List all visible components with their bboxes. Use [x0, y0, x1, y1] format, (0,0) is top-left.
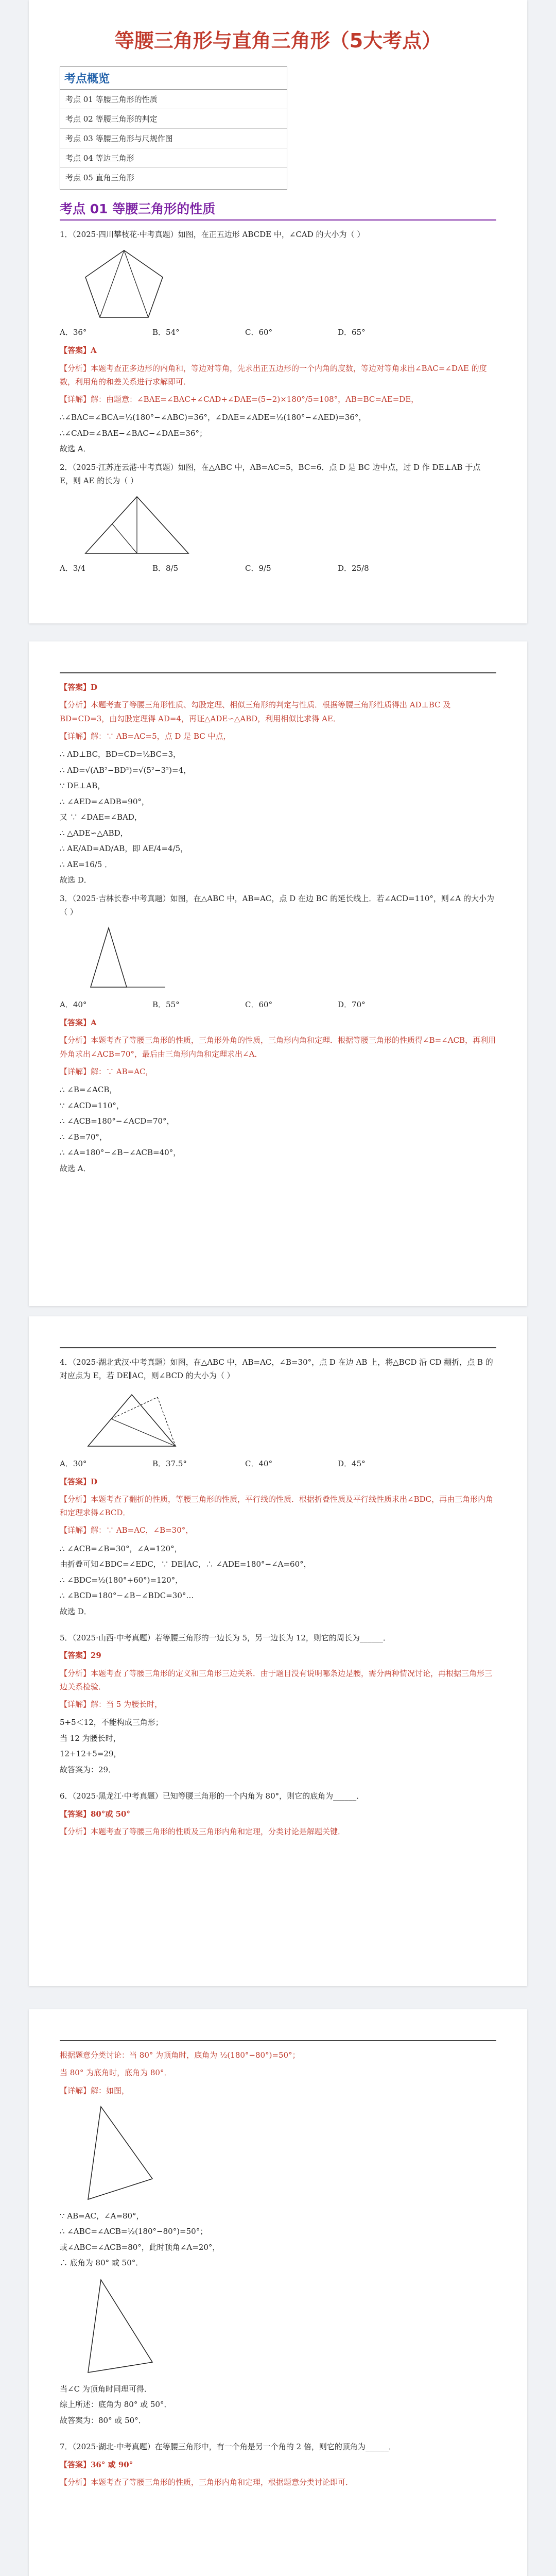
- solution-line: ∴ AE/AD=AD/AB，即 AE/4=4/5，: [60, 844, 188, 853]
- choice-b: B．8/5: [152, 564, 179, 573]
- analysis-text: 【分析】本题考查了等腰三角形性质、勾股定理、相似三角形的判定与性质．根据等腰三角形性质得出 AD⊥BC 及 BD=CD=3，由勾股定理得 AD=4，再证△ADE∽△ABD，利用相似比求得 AE．: [60, 700, 451, 723]
- solution-text: 【详解】解：∵ AB=AC=5，点 D 是 BC 中点，: [60, 731, 231, 741]
- answer-label: 【答案】36° 或 90°: [60, 2460, 133, 2469]
- question-stem: 1．（2025·四川攀枝花·中考真题）如图，在正五边形 ABCDE 中，∠CAD 的大小为（ ）: [60, 230, 365, 239]
- choice-d: D．45°: [338, 1459, 366, 1468]
- analysis-text: 【分析】本题考查正多边形的内角和，等边对等角，先求出正五边形的一个内角的度数，等边对等角求出∠BAC=∠DAE 的度数，利用角的和差关系进行求解即可．: [60, 363, 487, 386]
- choice-b: B．54°: [152, 328, 180, 337]
- solution-line: ∴ ∠AED=∠ADB=90°，: [60, 796, 149, 806]
- overview-item: 考点 03 等腰三角形与尺规作图: [60, 129, 287, 148]
- answer-choices: [60, 563, 496, 573]
- solution-line: ∴ ∠ABC=∠ACB=½(180°−80°)=50°；: [60, 2227, 208, 2236]
- choice-b: B．37.5°: [152, 1459, 187, 1468]
- analysis-text: 当 80° 为底角时，底角为 80°．: [60, 2068, 172, 2078]
- answer-choices: [60, 999, 496, 1010]
- choice-a: A．30°: [60, 1459, 87, 1468]
- answer-choices: [60, 327, 496, 337]
- analysis-text: 【分析】本题考查了等腰三角形的性质及三角形内角和定理，分类讨论是解题关键．: [60, 1826, 346, 1836]
- question-stem: 7．（2025·湖北·中考真题）在等腰三角形中，有一个角是另一个角的 2 倍，则它的顶角为______．: [60, 2442, 396, 2452]
- choice-c: C．9/5: [245, 564, 271, 573]
- analysis-text: 根据题意分类讨论：当 80° 为顶角时，底角为 ½(180°−80°)=50°；: [60, 2050, 300, 2060]
- analysis-text: 【分析】本题考查了翻折的性质，等腰三角形的性质，平行线的性质．根据折叠性质及平行线性质求出∠BDC，再由三角形内角和定理求得∠BCD．: [60, 1494, 494, 1517]
- solution-end: 故答案为：29．: [60, 1765, 116, 1774]
- document-page-3: [29, 1316, 527, 1986]
- page-divider: [60, 672, 496, 673]
- solution-text: 【详解】解：由题意：∠BAE=∠BAC+∠CAD+∠DAE=(5−2)×180°/5=108°，AB=BC=AE=DE，: [60, 395, 419, 404]
- analysis-text: 【分析】本题考查了等腰三角形的性质，三角形内角和定理，根据题意分类讨论即可．: [60, 2477, 354, 2487]
- choice-d: D．25/8: [338, 564, 369, 573]
- answer-label: 【答案】29: [60, 1651, 101, 1660]
- solution-line: 当∠C 为顶角时同理可得．: [60, 2384, 152, 2394]
- solution-line: 或∠ABC=∠ACB=80°，此时顶角∠A=20°，: [60, 2242, 220, 2252]
- topic-overview-box: [60, 66, 287, 190]
- document-title: 等腰三角形与直角三角形（5大考点）: [114, 29, 442, 52]
- solution-line: ∴ ∠BDC=½(180°+60°)=120°，: [60, 1575, 183, 1585]
- choice-d: D．65°: [338, 328, 366, 337]
- solution-line: ∴∠CAD=∠BAE−∠BAC−∠DAE=36°；: [60, 428, 207, 438]
- triangle-figure: [80, 2275, 163, 2378]
- choice-a: A．3/4: [60, 564, 85, 573]
- document-page-1: [29, 0, 527, 623]
- pentagon-figure: [80, 245, 168, 323]
- solution-line: ∴ AE=16/5 ．: [60, 859, 113, 869]
- solution-end: 故选 D．: [60, 875, 92, 885]
- solution-line: ∴ ∠B=70°，: [60, 1132, 108, 1142]
- question-stem: 6．（2025·黑龙江·中考真题）已知等腰三角形的一个内角为 80°，则它的底角为______．: [60, 1791, 364, 1801]
- solution-line: ∴ ∠ACB=∠B=30°，∠A=120°，: [60, 1544, 182, 1553]
- document-page-2: [29, 641, 527, 1306]
- solution-end: 故选 A．: [60, 1163, 91, 1173]
- answer-choices: [60, 1458, 496, 1469]
- fold-figure: [80, 1387, 183, 1454]
- choice-a: A．36°: [60, 328, 87, 337]
- overview-item: 考点 02 等腰三角形的判定: [60, 109, 287, 129]
- question-stem: 2．（2025·江苏连云港·中考真题）如图，在△ABC 中，AB=AC=5，BC=6．点 D 是 BC 边中点，过 D 作 DE⊥AB 于点 E，则 AE 的长为（ ）: [60, 462, 481, 485]
- question-stem: 3．（2025·吉林长春·中考真题）如图，在△ABC 中，AB=AC，点 D 在边 BC 的延长线上．若∠ACD=110°，则∠A 的大小为（ ）: [60, 893, 495, 917]
- choice-c: C．60°: [245, 1000, 273, 1009]
- overview-heading: 考点概览: [60, 70, 287, 90]
- solution-line: 又 ∵ ∠DAE=∠BAD，: [60, 812, 142, 822]
- document-page-4: [29, 2009, 527, 2576]
- solution-line: ∴∠BAC=∠BCA=½(180°−∠ABC)=36°，∠DAE=∠ADE=½(180°−∠AED)=36°，: [60, 413, 367, 422]
- choice-d: D．70°: [338, 1000, 366, 1009]
- analysis-text: 【分析】本题考查了等腰三角形的定义和三角形三边关系．由于题目没有说明哪条边是腰，需分两种情况讨论，再根据三角形三边关系检验．: [60, 1668, 493, 1691]
- question-stem: 5．（2025·山西·中考真题）若等腰三角形的一边长为 5，另一边长为 12，则它的周长为______．: [60, 1633, 391, 1642]
- analysis-text: 【分析】本题考查了等腰三角形的性质，三角形外角的性质，三角形内角和定理．根据等腰三角形的性质得∠B=∠ACB，再利用外角求出∠ACB=70°，最后由三角形内角和定理求出∠A．: [60, 1036, 496, 1059]
- choice-c: C．40°: [245, 1459, 273, 1468]
- answer-label: 【答案】80°或 50°: [60, 1809, 130, 1819]
- solution-line: ∴ ∠BCD=180°−∠B−∠BDC=30°…: [60, 1591, 194, 1600]
- page-divider: [60, 2040, 496, 2041]
- answer-label: 【答案】D: [60, 1477, 98, 1486]
- solution-end: 故答案为：80° 或 50°．: [60, 2415, 146, 2425]
- solution-line: ∴ △ADE∽△ABD，: [60, 828, 128, 838]
- solution-text: 【详解】解：如图，: [60, 2086, 130, 2095]
- choice-a: A．40°: [60, 1000, 87, 1009]
- solution-line: ∵ DE⊥AB，: [60, 781, 106, 790]
- answer-label: 【答案】A: [60, 346, 97, 355]
- triangle-figure: [80, 923, 173, 995]
- solution-line: ∴ ∠A=180°−∠B−∠ACB=40°，: [60, 1148, 181, 1157]
- solution-line: ∴ ∠ACB=180°−∠ACD=70°，: [60, 1116, 175, 1126]
- page-divider: [60, 1347, 496, 1348]
- solution-line: 当 12 为腰长时，: [60, 1733, 121, 1743]
- solution-text: 【详解】解：∵ AB=AC，∠B=30°，: [60, 1526, 194, 1535]
- solution-line: ∴ AD=√(AB²−BD²)=√(5²−3²)=4，: [60, 765, 192, 775]
- overview-item: 考点 05 直角三角形: [65, 173, 134, 182]
- question-stem: 4．（2025·湖北武汉·中考真题）如图，在△ABC 中，AB=AC，∠B=30°，点 D 在边 AB 上，将△BCD 沿 CD 翻折，点 B 的对应点为 E，若 DE∥AC，则∠BCD 的大小为（ ）: [60, 1358, 493, 1381]
- solution-line: ∴ AD⊥BC，BD=CD=½BC=3，: [60, 750, 181, 759]
- overview-item: 考点 01 等腰三角形的性质: [60, 90, 287, 109]
- solution-line: ∵ ∠ACD=110°，: [60, 1100, 124, 1110]
- overview-item: 考点 04 等边三角形: [60, 148, 287, 168]
- solution-text: 【详解】解：∵ AB=AC，: [60, 1066, 153, 1076]
- solution-line: 5+5＜12，不能构成三角形；: [60, 1718, 163, 1727]
- triangle-figure: [80, 492, 194, 558]
- solution-line: 由折叠可知∠BDC=∠EDC，∵ DE∥AC，∴ ∠ADE=180°−∠A=60°，: [60, 1560, 311, 1569]
- solution-line: 12+12+5=29，: [60, 1749, 121, 1759]
- solution-end: 故选 A．: [60, 444, 91, 454]
- solution-line: ∵ AB=AC，∠A=80°，: [60, 2211, 144, 2221]
- solution-text: 【详解】解：当 5 为腰长时，: [60, 1700, 163, 1709]
- solution-line: ∴ 底角为 80° 或 50°．: [60, 2258, 144, 2268]
- answer-label: 【答案】D: [60, 683, 98, 692]
- choice-c: C．60°: [245, 328, 273, 337]
- solution-line: ∴ ∠B=∠ACB，: [60, 1085, 117, 1094]
- answer-label: 【答案】A: [60, 1018, 97, 1027]
- triangle-figure: [80, 2102, 163, 2205]
- solution-end: 故选 D．: [60, 1606, 92, 1616]
- choice-b: B．55°: [152, 1000, 180, 1009]
- section-title: 考点 01 等腰三角形的性质: [60, 199, 496, 221]
- solution-line: 综上所述：底角为 80° 或 50°．: [60, 2400, 172, 2410]
